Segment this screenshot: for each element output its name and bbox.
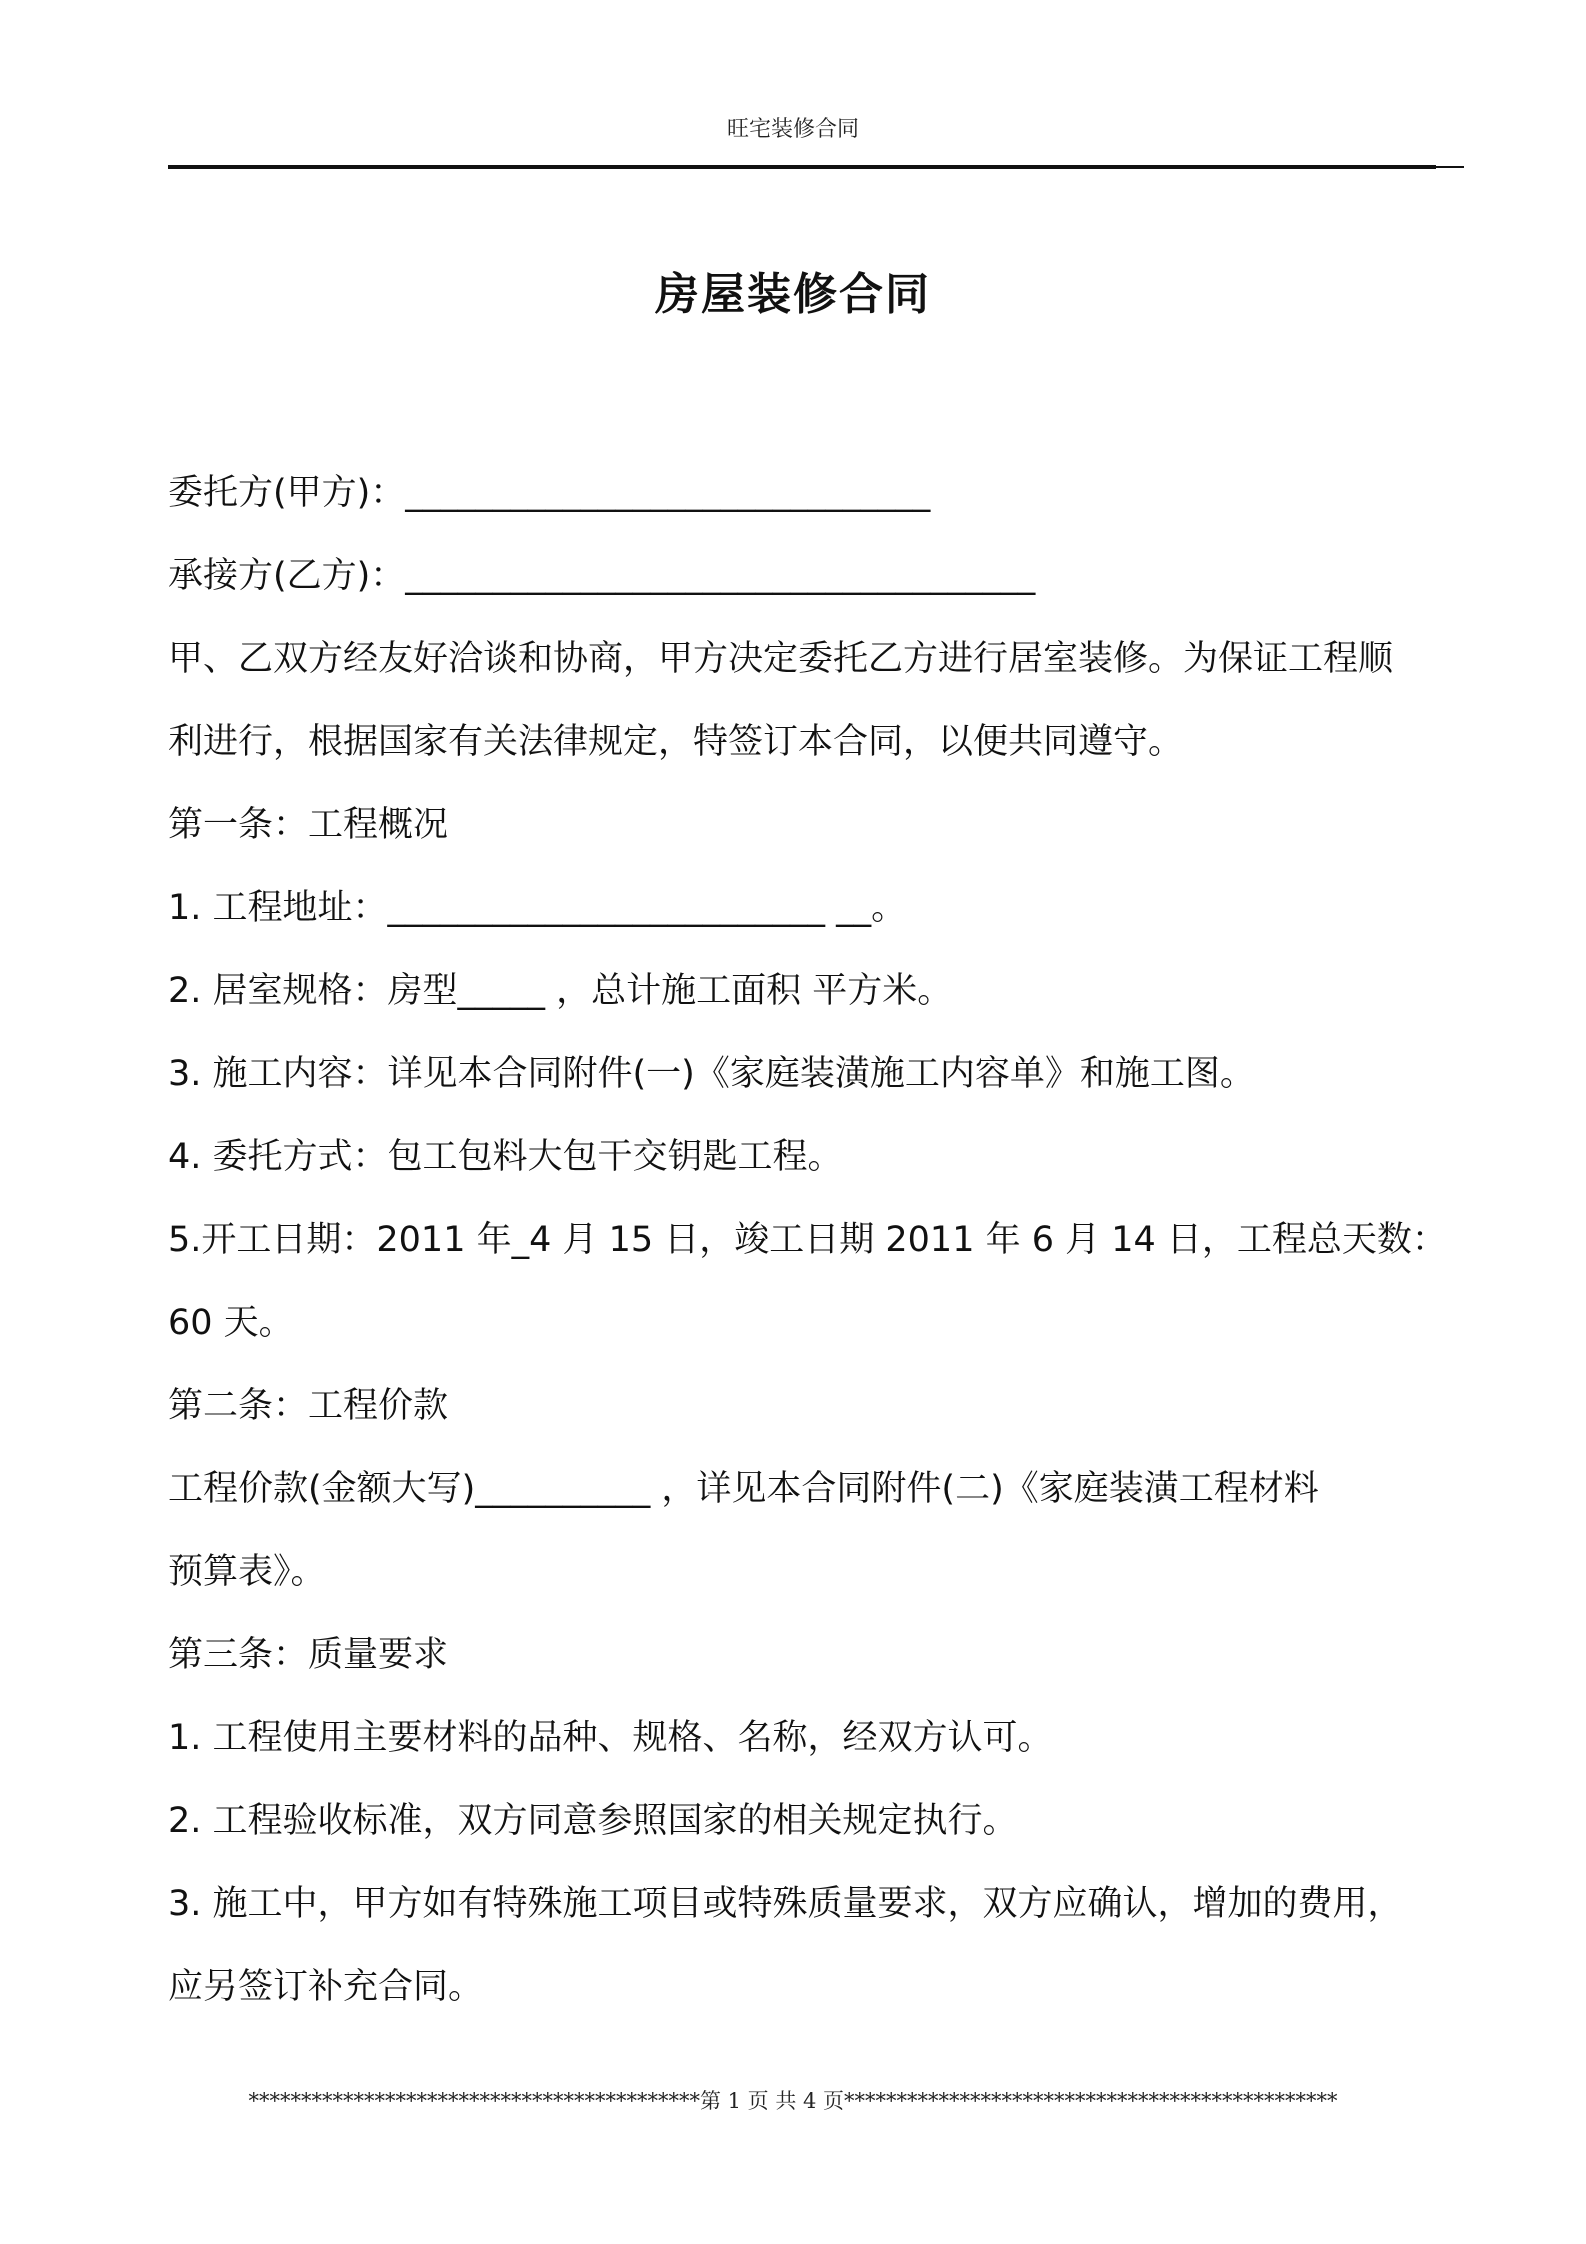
article-1-item-1: 1. 工程地址：_________________________ __。 bbox=[168, 888, 907, 928]
article-1-item-5-cont: 60 天。 bbox=[168, 1303, 294, 1343]
preamble-line-1: 甲、乙双方经友好洽谈和协商，甲方决定委托乙方进行居室装修。为保证工程顺 bbox=[168, 639, 1394, 679]
article-2-price-line: 工程价款(金额大写)__________ ，详见本合同附件(二)《家庭装潢工程材料 bbox=[168, 1469, 1319, 1509]
document-body bbox=[168, 452, 1458, 2029]
article-3-item-3-cont: 应另签订补充合同。 bbox=[168, 1967, 484, 2007]
party-a-line: 委托方(甲方)：______________________________ bbox=[168, 473, 931, 513]
article-2-price-line-cont: 预算表》。 bbox=[168, 1552, 326, 1592]
article-2-heading: 第二条：工程价款 bbox=[168, 1386, 449, 1426]
document-title: 房屋装修合同 bbox=[655, 269, 931, 320]
article-1-heading: 第一条：工程概况 bbox=[168, 805, 449, 845]
party-b-line: 承接方(乙方)：____________________________________ bbox=[168, 556, 1036, 596]
article-3-item-2: 2. 工程验收标准，双方同意参照国家的相关规定执行。 bbox=[168, 1801, 1018, 1841]
preamble-line-2: 利进行，根据国家有关法律规定，特签订本合同，以便共同遵守。 bbox=[168, 722, 1184, 762]
article-1-item-4: 4. 委托方式：包工包料大包干交钥匙工程。 bbox=[168, 1137, 843, 1177]
header-rule-tail bbox=[1436, 166, 1464, 168]
article-1-item-3: 3. 施工内容：详见本合同附件(一)《家庭装潢施工内容单》和施工图。 bbox=[168, 1054, 1255, 1094]
running-header-title: 旺宅装修合同 bbox=[726, 117, 859, 142]
header-rule bbox=[168, 165, 1436, 169]
article-1-item-2: 2. 居室规格：房型_____ ，总计施工面积 平方米。 bbox=[168, 971, 953, 1011]
page-footer: *******************************************第 1 页 共 4 页*********************************************** bbox=[248, 2089, 1338, 2113]
article-3-heading: 第三条：质量要求 bbox=[168, 1635, 449, 1675]
article-3-item-3: 3. 施工中，甲方如有特殊施工项目或特殊质量要求，双方应确认，增加的费用， bbox=[168, 1884, 1403, 1924]
article-3-item-1: 1. 工程使用主要材料的品种、规格、名称，经双方认可。 bbox=[168, 1718, 1053, 1758]
article-1-item-5: 5.开工日期：2011 年_4 月 15 日，竣工日期 2011 年 6 月 14 日，工程总天数： bbox=[168, 1220, 1447, 1260]
